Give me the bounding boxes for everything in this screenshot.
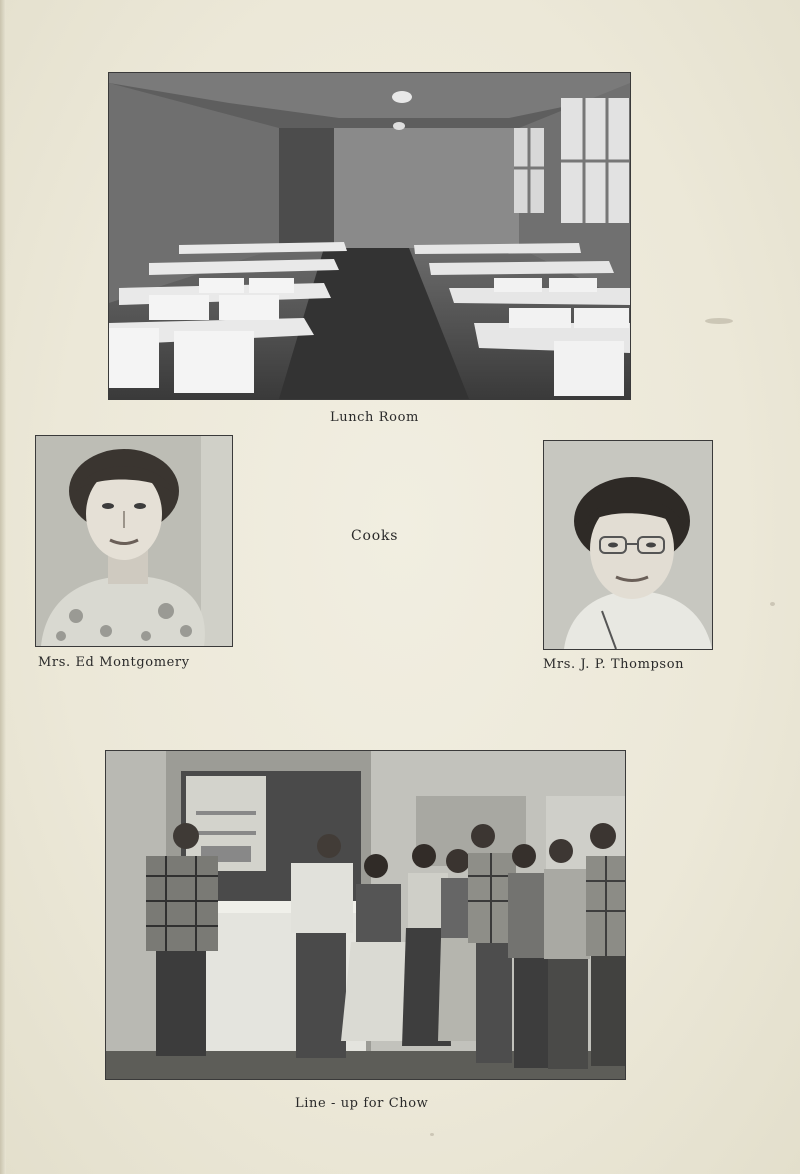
line-up-caption: Line - up for Chow (295, 1096, 429, 1111)
paper-speck (770, 602, 775, 606)
page-binding-edge (0, 0, 6, 1174)
lunch-room-caption: Lunch Room (330, 410, 419, 425)
mrs-montgomery-portrait (36, 436, 232, 646)
line-up-photo (106, 751, 625, 1079)
lunch-room-photo (109, 73, 630, 399)
paper-speck (705, 318, 733, 324)
mrs-montgomery-caption: Mrs. Ed Montgomery (38, 655, 190, 670)
paper-speck (430, 1133, 434, 1136)
mrs-thompson-caption: Mrs. J. P. Thompson (543, 657, 685, 672)
cooks-heading: Cooks (351, 528, 399, 544)
mrs-thompson-portrait (544, 441, 712, 649)
